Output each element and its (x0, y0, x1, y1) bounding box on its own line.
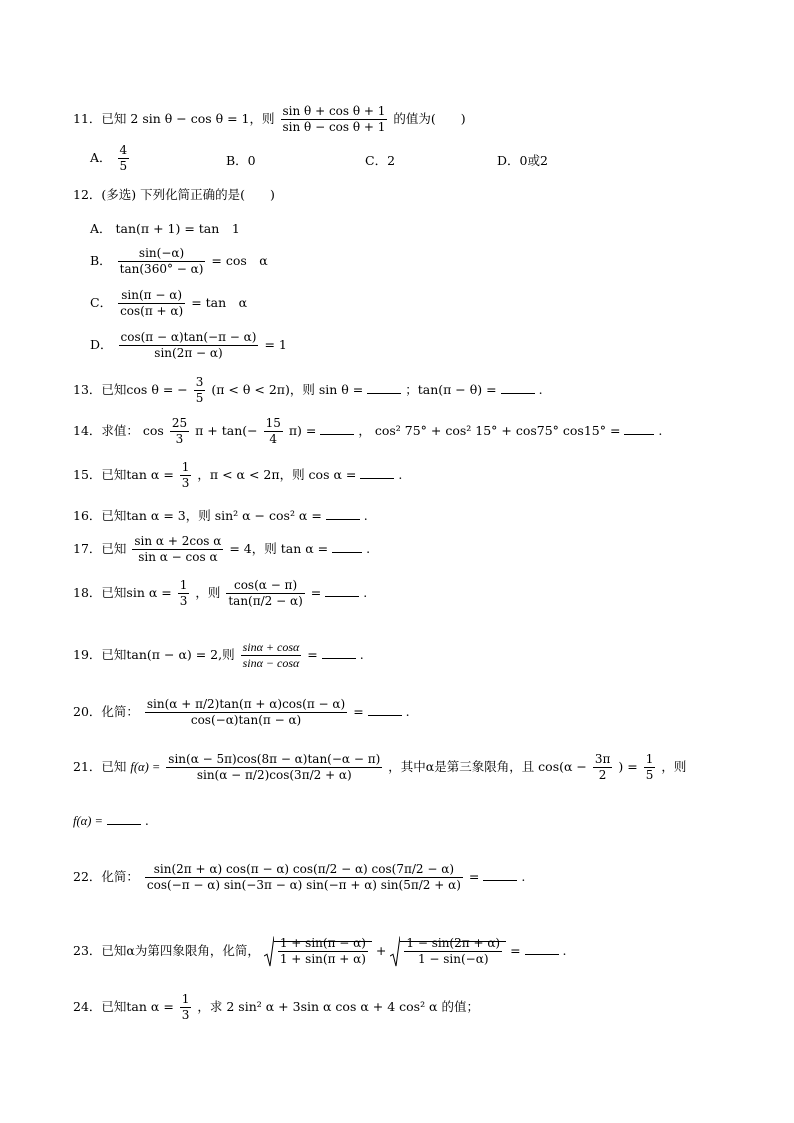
q23-fraction-2 (404, 936, 502, 967)
q16-blank[interactable] (326, 508, 360, 520)
q11-option-d: D．0或2 (497, 153, 548, 168)
question-21 (73, 752, 686, 783)
q21-tail: ，则 (661, 759, 687, 774)
q14-num1: 25 (171, 416, 188, 430)
question-20 (73, 697, 410, 728)
q12-c-num: sin(π − α) (118, 288, 185, 304)
q24-tail: ，求 2 sin² α + 3sin α cos α + 4 cos² α 的值； (197, 999, 479, 1014)
q15-den: 3 (181, 476, 190, 490)
question-24 (73, 992, 479, 1023)
q18-mid: ，则 (195, 585, 221, 600)
q23-r2-den: 1 − sin(−α) (417, 952, 489, 966)
q12-b-num: sin(−α) (118, 246, 206, 262)
q17-mid: = 4，则 tan α = (229, 541, 329, 556)
q24-pre: 24．已知tan α = (73, 999, 174, 1014)
q14-num2: 15 (265, 416, 281, 430)
question-21-line-2 (73, 813, 149, 829)
q13-blank-1[interactable] (367, 382, 401, 394)
q12-d-num: cos(π − α)tan(−π − α) (120, 330, 257, 344)
q21-mid2: ) = (618, 759, 638, 774)
question-23 (73, 936, 567, 967)
q20-blank[interactable] (368, 704, 402, 716)
q20-num: sin(α + π/2)tan(π + α)cos(π − α) (146, 697, 346, 711)
question-12: 12．(多选) 下列化简正确的是( ) (73, 187, 275, 202)
question-14 (73, 416, 662, 447)
q11-denominator: sin θ − cos θ + 1 (282, 120, 386, 134)
q23-r1-num: 1 + sin(π − α) (279, 936, 366, 950)
q22-fraction (145, 862, 463, 893)
q18-fraction-2 (226, 578, 304, 609)
q24-num: 1 (181, 992, 190, 1006)
q21-mid: ，其中α是第三象限角，且 cos(α − (388, 759, 587, 774)
q12-c-label: C． (90, 295, 113, 310)
q21-num: sin(α − 5π)cos(8π − α)tan(−α − π) (168, 752, 381, 766)
q11-numerator: sin θ + cos θ + 1 (282, 104, 386, 118)
q14-blank-1[interactable] (320, 423, 354, 435)
q11-option-a (90, 143, 131, 174)
q15-fraction (180, 460, 192, 491)
q22-tail: = (468, 869, 480, 884)
q21-den3: 5 (645, 768, 654, 782)
q14-den2: 4 (269, 432, 278, 446)
q12-d-fraction (119, 330, 259, 361)
q18-blank[interactable] (325, 585, 359, 597)
q13-den: 5 (195, 391, 204, 405)
q20-pre: 20．化简： (73, 704, 139, 719)
q21-den: sin(α − π/2)cos(3π/2 + α) (196, 768, 352, 782)
q23-r1-den: 1 + sin(π + α) (279, 952, 366, 966)
q13-end: . (538, 382, 543, 397)
q13-num: 3 (195, 375, 204, 389)
q14-fraction-2 (264, 416, 283, 447)
q12-b-den: tan(360° − α) (119, 262, 204, 276)
q16-end: . (363, 508, 368, 523)
q12-b-tail: = cos α (211, 253, 268, 268)
q19-blank[interactable] (322, 647, 356, 659)
sqrt-sign-icon (390, 936, 400, 967)
q17-end: . (366, 541, 371, 556)
q17-num: sin α + 2cos α (134, 534, 222, 548)
q24-fraction (180, 992, 192, 1023)
q15-mid: ，π < α < 2π，则 cos α = (197, 467, 357, 482)
q11-a-label: A． (90, 150, 112, 165)
q22-pre: 22．化简： (73, 869, 139, 884)
q12-c-tail: = tan α (191, 295, 248, 310)
q17-pre: 17．已知 (73, 541, 127, 556)
q12-c-den: cos(π + α) (120, 304, 184, 318)
q12-b-fraction (118, 246, 206, 277)
q13-blank-2[interactable] (501, 382, 535, 394)
question-19 (73, 640, 364, 671)
q14-pre: 14．求值： cos (73, 423, 164, 438)
q21-function: f(α) = (130, 760, 161, 774)
q18-den2: tan(π/2 − α) (228, 594, 303, 608)
q19-tail: = (307, 647, 318, 662)
q23-tail: = (510, 943, 521, 958)
q11-a-num: 4 (119, 143, 128, 157)
q18-fraction-1 (178, 578, 190, 609)
q20-tail: = (353, 704, 364, 719)
q12-d-den: sin(2π − α) (154, 346, 223, 360)
q13-mid2: ；tan(π − θ) = (405, 382, 497, 397)
question-13 (73, 375, 543, 406)
q23-end: . (562, 943, 567, 958)
q19-end: . (359, 647, 364, 662)
q21-line2: f(α) = (73, 814, 103, 828)
q21-fraction-3 (644, 752, 656, 783)
q19-num: sinα + cosα (242, 640, 300, 654)
q14-blank-2[interactable] (624, 423, 654, 435)
q11-option-c: C．2 (365, 153, 396, 168)
question-17 (73, 534, 370, 565)
q13-mid: (π < θ < 2π)，则 sin θ = (211, 382, 364, 397)
question-16 (73, 508, 368, 524)
q22-den: cos(−π − α) sin(−3π − α) sin(−π + α) sin(5π/2 + α) (146, 878, 461, 892)
q14-mid3: ， cos² 75° + cos² 15° + cos75° cos15° = (358, 423, 621, 438)
q11-tail: 的值为( ) (393, 111, 466, 126)
q23-fraction-1 (278, 936, 368, 967)
q15-blank[interactable] (360, 467, 394, 479)
q12-d-tail: = 1 (264, 337, 287, 352)
q23-blank[interactable] (525, 943, 559, 955)
q21-den2: 2 (598, 768, 607, 782)
q11-condition: 2 sin θ − cos θ = 1，则 (130, 111, 275, 126)
q17-fraction (132, 534, 223, 565)
q16-text: 16．已知tan α = 3，则 sin² α − cos² α = (73, 508, 322, 523)
q18-end: . (363, 585, 368, 600)
q18-pre: 18．已知sin α = (73, 585, 172, 600)
q21-num2: 3π (594, 752, 611, 766)
q23-sqrt-1 (264, 936, 372, 967)
q12-d-label: D． (90, 337, 113, 352)
q21-fraction (166, 752, 382, 783)
q18-den: 3 (179, 594, 188, 608)
q20-end: . (405, 704, 410, 719)
q17-blank[interactable] (332, 541, 362, 553)
q24-den: 3 (181, 1008, 190, 1022)
q12-option-b (90, 246, 268, 277)
q11-a-fraction (118, 143, 130, 174)
q14-fraction-1 (170, 416, 189, 447)
q20-den: cos(−α)tan(π − α) (190, 713, 302, 727)
q19-fraction (241, 640, 302, 671)
sqrt-sign-icon (264, 936, 274, 967)
q22-blank[interactable] (483, 869, 517, 881)
question-22 (73, 862, 525, 893)
q14-mid1: π + tan(− (195, 423, 258, 438)
q22-end: . (521, 869, 526, 884)
q23-plus: + (375, 943, 387, 958)
q11-a-den: 5 (119, 159, 128, 173)
q22-num: sin(2π + α) cos(π − α) cos(π/2 − α) cos(7π/2 − α) (145, 862, 463, 878)
q14-mid2: π) = (288, 423, 317, 438)
q15-end: . (398, 467, 403, 482)
q17-den: sin α − cos α (138, 550, 218, 564)
q11-number: 11．已知 (73, 111, 127, 126)
q12-b-label: B． (90, 253, 112, 268)
q23-sqrt-2 (390, 936, 506, 967)
q18-num: 1 (179, 578, 188, 592)
q11-option-b: B．0 (226, 153, 256, 168)
q15-pre: 15．已知tan α = (73, 467, 174, 482)
q11-fraction (281, 104, 388, 135)
q23-pre: 23．已知α为第四象限角，化简， (73, 943, 260, 958)
q19-pre: 19．已知tan(π − α) = 2,则 (73, 647, 235, 662)
q21-blank[interactable] (107, 813, 141, 825)
q21-fraction-2 (593, 752, 613, 783)
q12-option-c (90, 288, 247, 319)
q12-option-a: A． tan(π + 1) = tan 1 (90, 221, 240, 236)
q21-pre: 21．已知 (73, 759, 127, 774)
q15-num: 1 (181, 460, 190, 474)
q14-den1: 3 (175, 432, 184, 446)
q13-pre: 13．已知cos θ = − (73, 382, 188, 397)
q18-tail: = (310, 585, 322, 600)
q12-option-d (90, 330, 287, 361)
q21-num3: 1 (645, 752, 654, 766)
q13-fraction (194, 375, 206, 406)
q23-r2-num: 1 − sin(2π + α) (406, 936, 501, 950)
q18-num2: cos(α − π) (226, 578, 304, 594)
question-18 (73, 578, 367, 609)
question-11 (73, 104, 466, 135)
q20-fraction (145, 697, 347, 728)
q14-end: . (658, 423, 663, 438)
q21-end: . (144, 813, 149, 828)
q12-c-fraction (118, 288, 185, 319)
q19-den: sinα − cosα (242, 656, 300, 670)
question-15 (73, 460, 402, 491)
